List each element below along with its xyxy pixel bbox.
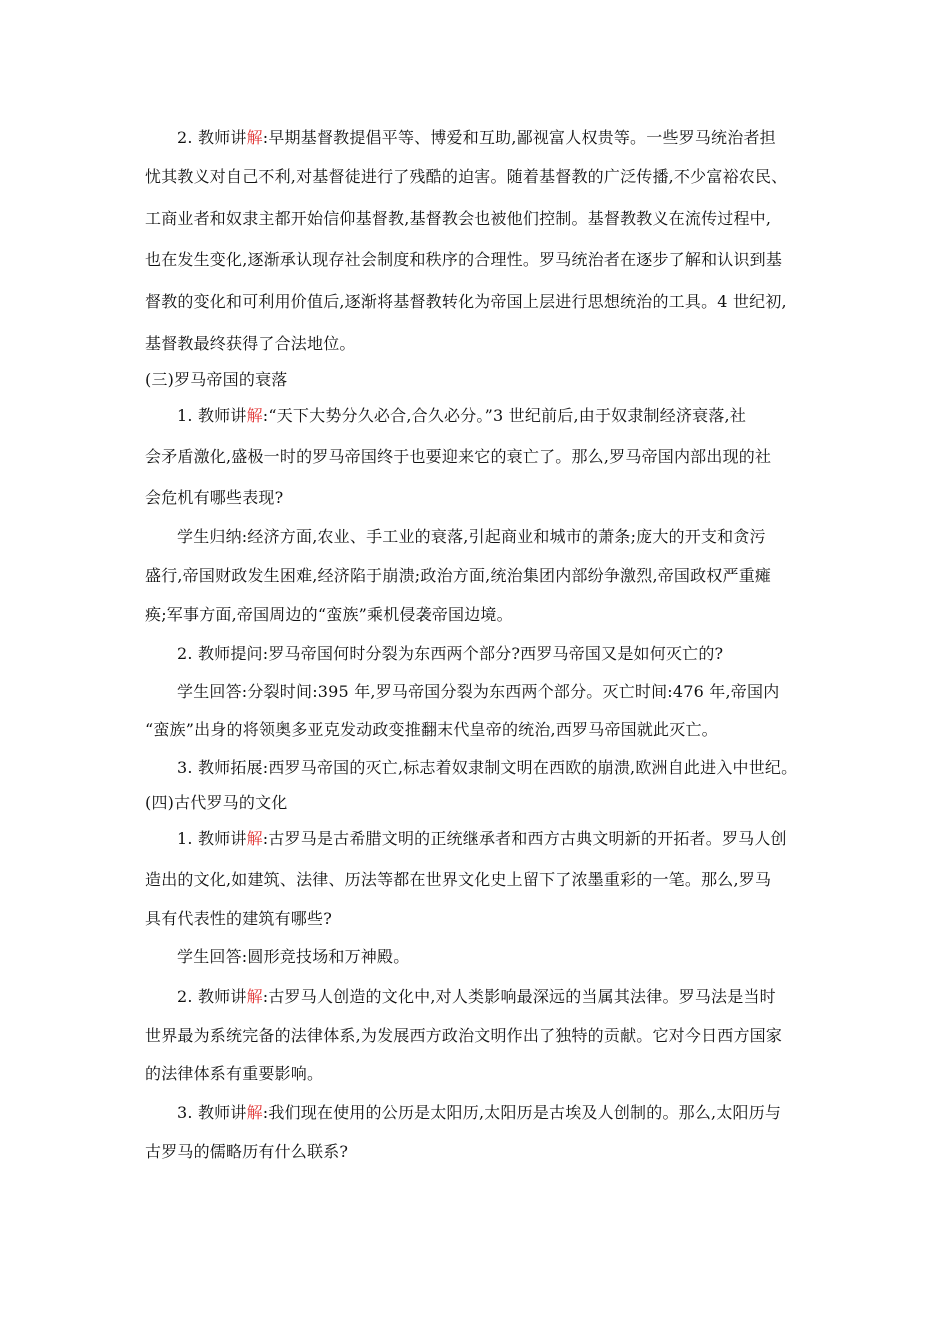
paragraph-line: 学生回答:圆形竞技场和万神殿。 [177, 947, 410, 966]
paragraph-line: 1. 教师讲解:“天下大势分久必合,合久必分。”3 世纪前后,由于奴隶制经济衰落,社 [177, 406, 747, 425]
paragraph-line: 工商业者和奴隶主都开始信仰基督教,基督教会也被他们控制。基督教教义在流传过程中, [145, 209, 772, 228]
paragraph-line: 基督教最终获得了合法地位。 [145, 334, 356, 353]
paragraph-line: 2. 教师讲解:古罗马人创造的文化中,对人类影响最深远的当属其法律。罗马法是当时 [177, 987, 776, 1006]
paragraph-line: 1. 教师讲解:古罗马是古希腊文明的正统继承者和西方古典文明新的开拓者。罗马人创 [177, 829, 787, 848]
paragraph-line: 盛行,帝国财政发生困难,经济陷于崩溃;政治方面,统治集团内部纷争激烈,帝国政权严重瘫 [145, 566, 772, 585]
paragraph-line: 世界最为系统完备的法律体系,为发展西方政治文明作出了独特的贡献。它对今日西方国家 [145, 1026, 783, 1045]
paragraph-line: 古罗马的儒略历有什么联系? [145, 1142, 349, 1161]
paragraph-line: 2. 教师提问:罗马帝国何时分裂为东西两个部分?西罗马帝国又是如何灭亡的? [177, 644, 724, 663]
paragraph-line: 2. 教师讲解:早期基督教提倡平等、博爱和互助,鄙视富人权贵等。一些罗马统治者担 [177, 128, 776, 147]
paragraph-line: 会危机有哪些表现? [145, 488, 284, 507]
paragraph-line: 会矛盾激化,盛极一时的罗马帝国终于也要迎来它的衰亡了。那么,罗马帝国内部出现的社 [145, 447, 772, 466]
paragraph-line: “蛮族”出身的将领奥多亚克发动政变推翻末代皇帝的统治,西罗马帝国就此灭亡。 [145, 720, 718, 739]
paragraph-line: 痪;军事方面,帝国周边的“蛮族”乘机侵袭帝国边境。 [145, 605, 513, 624]
paragraph-line: 忧其教义对自己不利,对基督徒进行了残酷的迫害。随着基督教的广泛传播,不少富裕农民、 [145, 167, 788, 186]
paragraph-line: 具有代表性的建筑有哪些? [145, 909, 332, 928]
paragraph-line: 也在发生变化,逐渐承认现存社会制度和秩序的合理性。罗马统治者在逐步了解和认识到基 [145, 250, 783, 269]
paragraph-line: 的法律体系有重要影响。 [145, 1064, 324, 1083]
section-heading: (三)罗马帝国的衰落 [145, 370, 288, 389]
paragraph-line: 3. 教师拓展:西罗马帝国的灭亡,标志着奴隶制文明在西欧的崩溃,欧洲自此进入中世纪。 [177, 758, 798, 777]
section-heading: (四)古代罗马的文化 [145, 793, 288, 812]
paragraph-line: 学生归纳:经济方面,农业、手工业的衰落,引起商业和城市的萧条;庞大的开支和贪污 [177, 527, 766, 546]
paragraph-line: 3. 教师讲解:我们现在使用的公历是太阳历,太阳历是古埃及人创制的。那么,太阳历与 [177, 1103, 782, 1122]
paragraph-line: 造出的文化,如建筑、法律、历法等都在世界文化史上留下了浓墨重彩的一笔。那么,罗马 [145, 870, 772, 889]
paragraph-line: 学生回答:分裂时间:395 年,罗马帝国分裂为东西两个部分。灭亡时间:476 年,帝国内 [177, 682, 780, 701]
paragraph-line: 督教的变化和可利用价值后,逐渐将基督教转化为帝国上层进行思想统治的工具。4 世纪初, [145, 292, 787, 311]
